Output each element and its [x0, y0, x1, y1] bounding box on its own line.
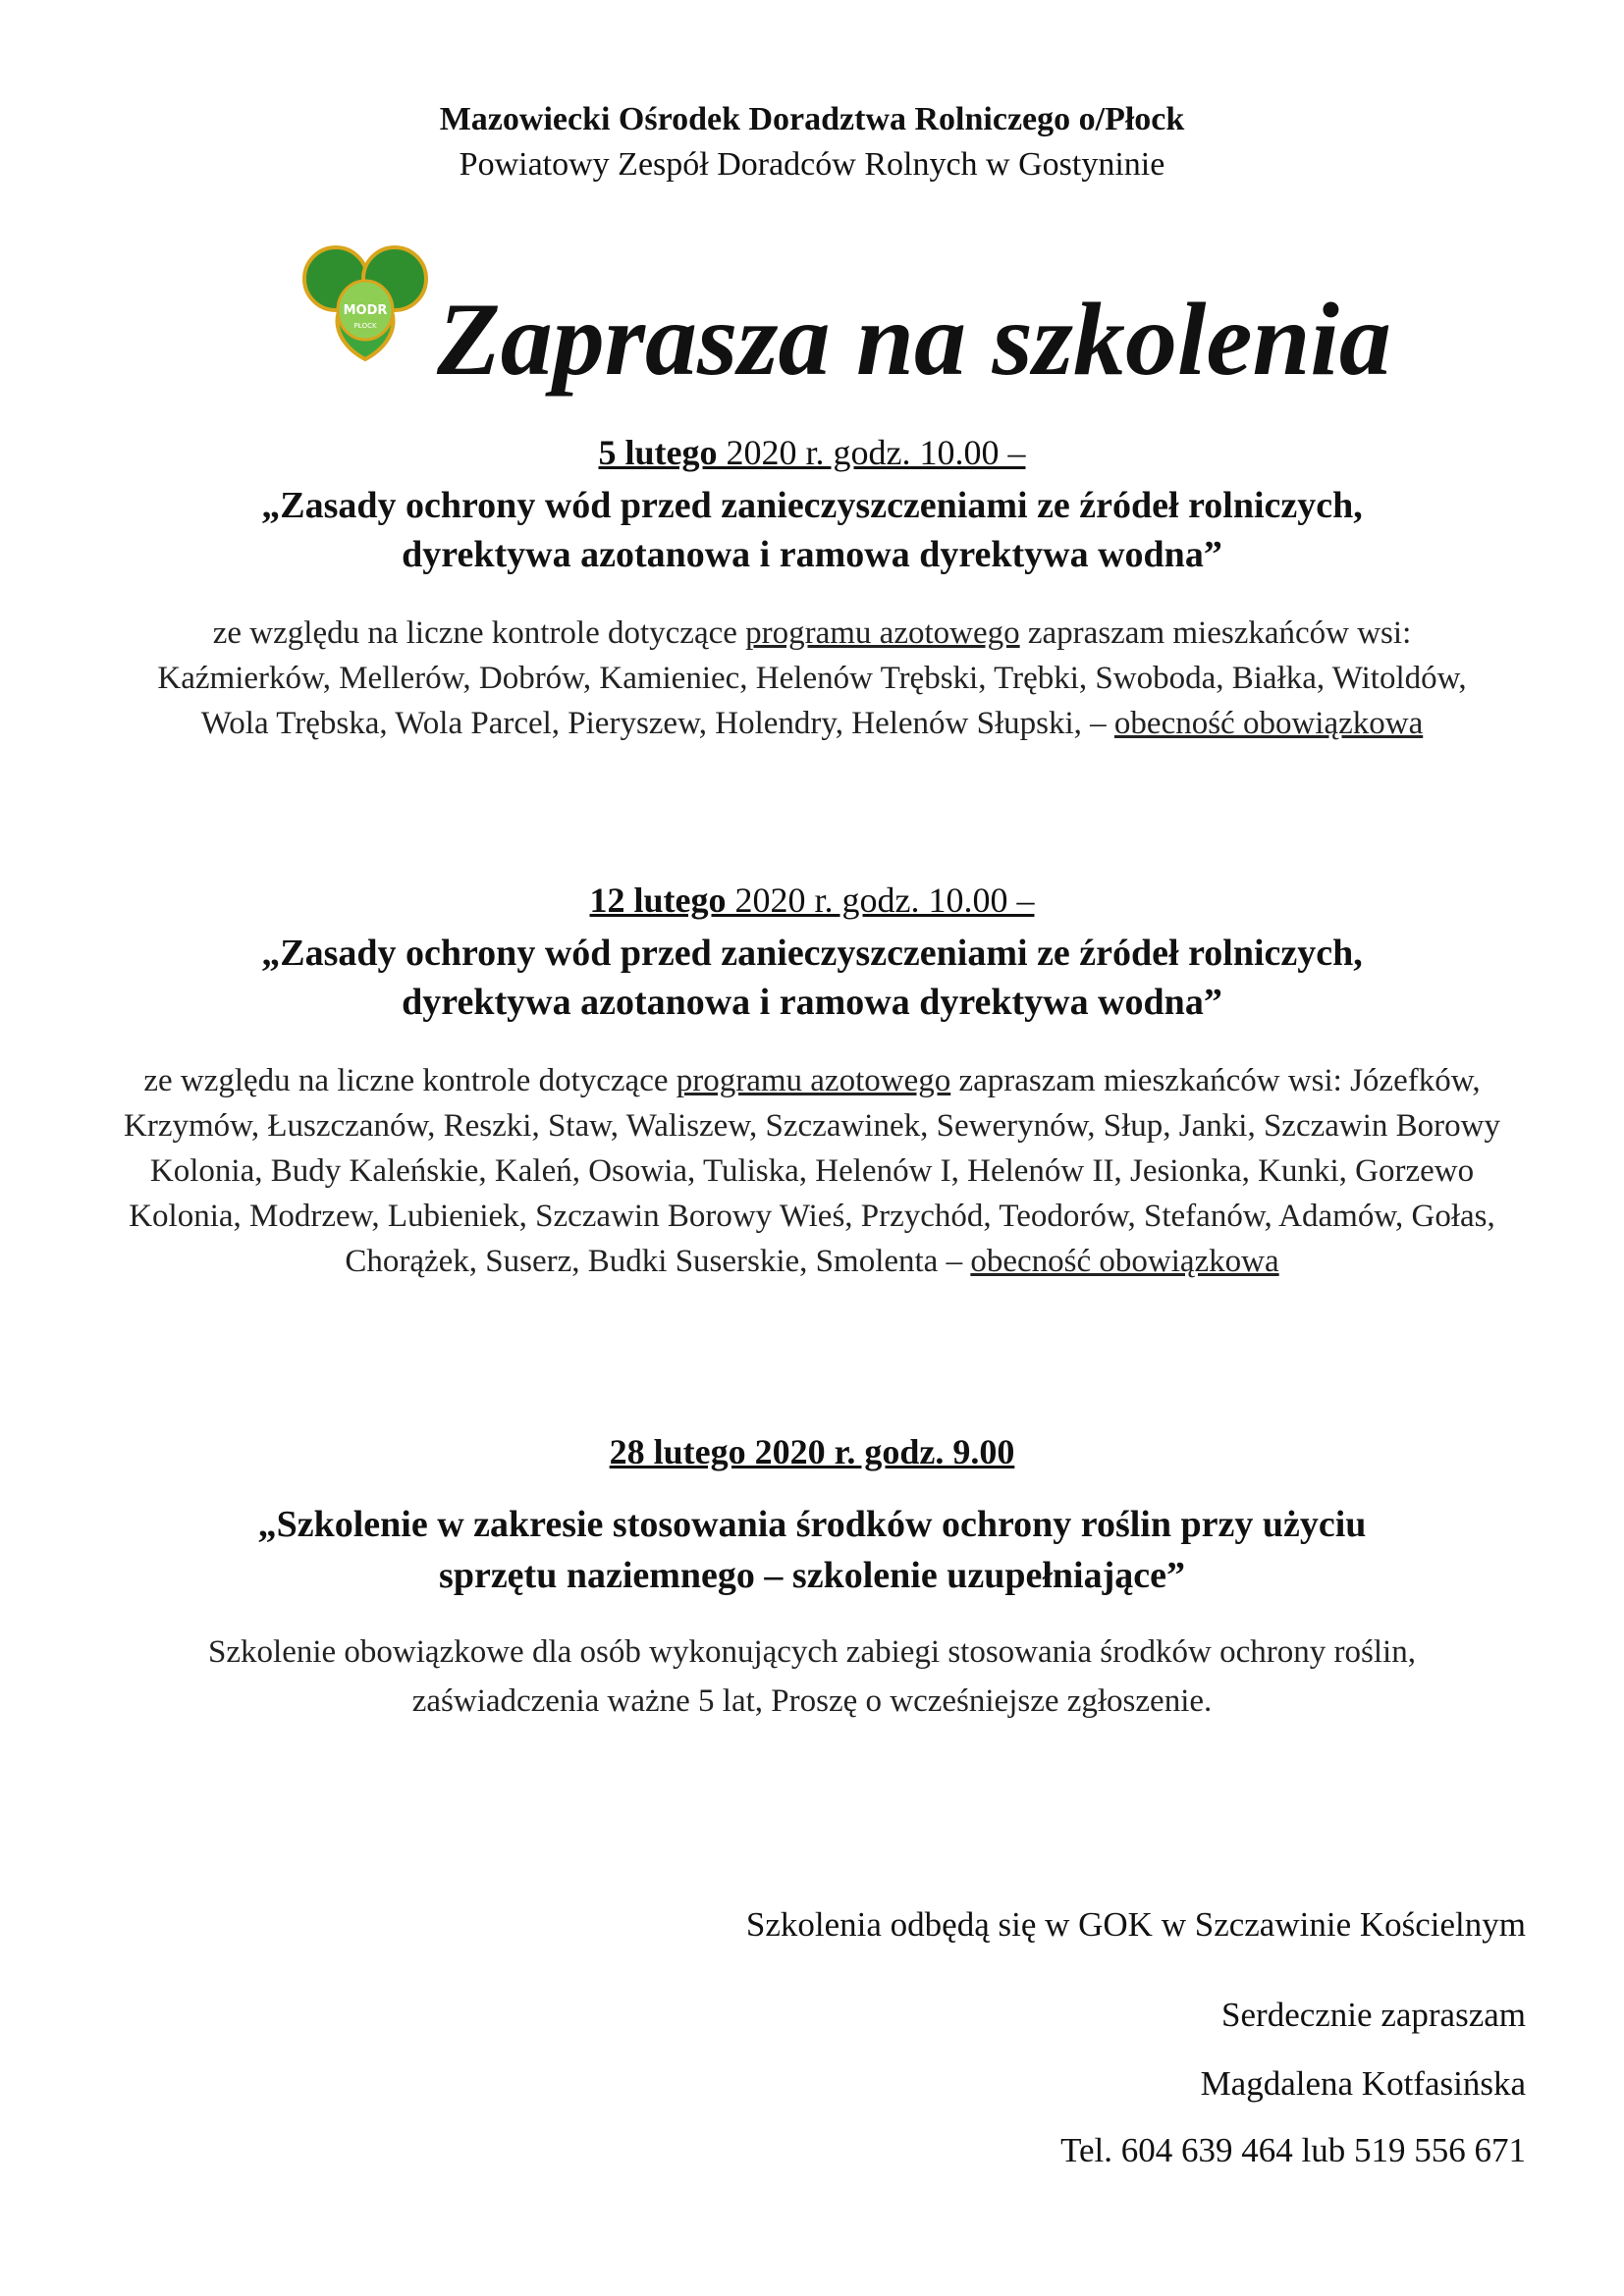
- session-3-topic-line2: sprzętu naziemnego – szkolenie uzupełniające”: [439, 1555, 1185, 1596]
- signature-name: Magdalena Kotfasińska: [1200, 2064, 1526, 2103]
- session-1-required: obecność obowiązkowa: [1113, 706, 1424, 741]
- session-2-date-line: [0, 878, 1624, 923]
- session-2-villages: zapraszam mieszkańców wsi: Józefków, Krzymów, Łuszczanów, Reszki, Staw, Waliszew, Szczawinek, Sewerynów, Słup, Janki, Szczawin Borowy Kolonia, Budy Kaleńskie, Kaleń, Osowia, Tuliska, Helenów I, Helenów II, Jesionka, Kunki, Gorzewo Kolonia, Modrzew, Lubieniek, Szczawin Borowy Wieś, Przychód, Teodorów, Stefanów, Adamów, Gołas, Chorążek, Suserz, Budki Suserskie, Smolenta –: [124, 1063, 1500, 1279]
- session-2-description: [94, 1058, 1530, 1284]
- session-3-date-line: [0, 1429, 1624, 1474]
- session-2-required: obecność obowiązkowa: [970, 1244, 1279, 1279]
- organization-name: Mazowiecki Ośrodek Doradztwa Rolniczego o/Płock: [439, 101, 1185, 137]
- session-1-description: [128, 611, 1496, 746]
- session-2-topic-line1: „Zasady ochrony wód przed zanieczyszczeniami ze źródeł rolniczych,: [261, 933, 1363, 974]
- team-name: Powiatowy Zespół Doradców Rolnych w Gostyninie: [459, 146, 1165, 183]
- training-location: Szkolenia odbędą się w GOK w Szczawinie Kościelnym: [745, 1905, 1526, 1944]
- session-1-date-line: [0, 430, 1624, 475]
- modr-logo: [298, 241, 432, 369]
- session-1-topic-line2: dyrektywa azotanowa i ramowa dyrektywa wodna”: [402, 534, 1222, 575]
- session-1-desc-intro: ze względu na liczne kontrole dotyczące: [212, 615, 746, 651]
- session-2-date: 12 lutego: [589, 881, 727, 920]
- logo-text: MODR: [343, 303, 388, 318]
- greeting: Serdecznie zapraszam: [1221, 1996, 1526, 2034]
- session-3-desc-line1: Szkolenie obowiązkowe dla osób wykonujących zabiegi stosowania środków ochrony roślin,: [208, 1634, 1416, 1670]
- page-title: Zaprasza na szkolenia: [437, 282, 1391, 397]
- session-2-program-link: programu azotowego: [676, 1063, 951, 1098]
- session-3-topic-line1: „Szkolenie w zakresie stosowania środków ochrony roślin przy użyciu: [257, 1504, 1367, 1545]
- session-1-topic-line1: „Zasady ochrony wód przed zanieczyszczeniami ze źródeł rolniczych,: [261, 485, 1363, 526]
- contact-phone: Tel. 604 639 464 lub 519 556 671: [1060, 2131, 1526, 2169]
- session-3-desc-line2: zaświadczenia ważne 5 lat, Proszę o wcześniejsze zgłoszenie.: [411, 1683, 1213, 1719]
- session-1-date: 5 lutego: [598, 433, 718, 472]
- session-1-villages: zapraszam mieszkańców wsi: Kaźmierków, Mellerów, Dobrów, Kamieniec, Helenów Trębski, Trębki, Swoboda, Białka, Witoldów, Wola Trębska, Wola Parcel, Pieryszew, Holendry, Helenów Słupski, –: [157, 615, 1467, 741]
- session-2-topic-line2: dyrektywa azotanowa i ramowa dyrektywa wodna”: [402, 982, 1222, 1023]
- session-1-date-rest: 2020 r. godz. 10.00 –: [717, 433, 1026, 472]
- session-1-program-link: programu azotowego: [745, 615, 1020, 651]
- session-2-desc-intro: ze względu na liczne kontrole dotyczące: [143, 1063, 677, 1098]
- session-2-date-rest: 2020 r. godz. 10.00 –: [726, 881, 1035, 920]
- logo-subtext: PŁOCK: [353, 322, 377, 330]
- session-3-date: 28 lutego 2020 r. godz. 9.00: [609, 1432, 1015, 1471]
